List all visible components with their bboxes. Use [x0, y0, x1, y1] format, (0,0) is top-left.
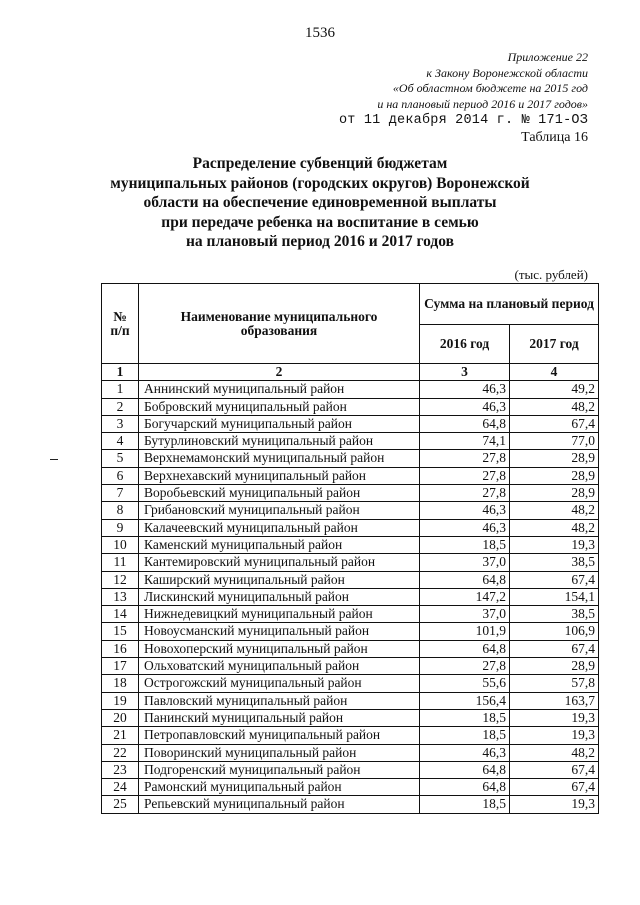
value-2016: 64,8	[420, 761, 510, 778]
table-row	[102, 675, 599, 692]
value-2017: 48,2	[510, 519, 599, 536]
table-row	[102, 709, 599, 726]
row-number: 21	[102, 727, 139, 744]
header-2017: 2017 год	[510, 325, 599, 364]
value-2016: 74,1	[420, 433, 510, 450]
document-title	[0, 154, 640, 252]
subvention-table	[101, 283, 599, 814]
row-number: 7	[102, 485, 139, 502]
value-2016: 37,0	[420, 554, 510, 571]
value-2016: 18,5	[420, 727, 510, 744]
table-row	[102, 502, 599, 519]
value-2016: 64,8	[420, 571, 510, 588]
value-2016: 64,8	[420, 779, 510, 796]
district-name: Рамонский муниципальный район	[139, 779, 420, 796]
table-row	[102, 519, 599, 536]
value-2016: 46,3	[420, 502, 510, 519]
row-number: 6	[102, 467, 139, 484]
header-name: Наименование муниципального образования	[139, 284, 420, 364]
district-name: Нижнедевицкий муниципальный район	[139, 606, 420, 623]
column-number: 4	[510, 364, 599, 381]
value-2017: 19,3	[510, 709, 599, 726]
row-number: 25	[102, 796, 139, 813]
district-name: Ольховатский муниципальный район	[139, 658, 420, 675]
table-row	[102, 761, 599, 778]
value-2017: 57,8	[510, 675, 599, 692]
value-2016: 18,5	[420, 796, 510, 813]
title-line: Распределение субвенций бюджетам	[192, 155, 448, 172]
table-row	[102, 381, 599, 398]
district-name: Грибановский муниципальный район	[139, 502, 420, 519]
value-2017: 19,3	[510, 796, 599, 813]
value-2016: 18,5	[420, 709, 510, 726]
table-row	[102, 796, 599, 813]
table-row	[102, 450, 599, 467]
value-2016: 64,8	[420, 640, 510, 657]
district-name: Петропавловский муниципальный район	[139, 727, 420, 744]
row-number: 20	[102, 709, 139, 726]
district-name: Верхнемамонский муниципальный район	[139, 450, 420, 467]
row-number: 13	[102, 588, 139, 605]
value-2017: 48,2	[510, 502, 599, 519]
law-date-line: от 11 декабря 2014 г. № 171-ОЗ	[338, 113, 588, 128]
value-2017: 154,1	[510, 588, 599, 605]
header-sum: Сумма на плановый период	[420, 284, 599, 325]
value-2017: 67,4	[510, 779, 599, 796]
table-row	[102, 398, 599, 415]
row-number: 15	[102, 623, 139, 640]
row-number: 9	[102, 519, 139, 536]
district-name: Репьевский муниципальный район	[139, 796, 420, 813]
district-name: Панинский муниципальный район	[139, 709, 420, 726]
table-row	[102, 727, 599, 744]
value-2016: 37,0	[420, 606, 510, 623]
row-number: 12	[102, 571, 139, 588]
row-number: 18	[102, 675, 139, 692]
value-2017: 28,9	[510, 485, 599, 502]
district-name: Бобровский муниципальный район	[139, 398, 420, 415]
district-name: Каширский муниципальный район	[139, 571, 420, 588]
row-number: 2	[102, 398, 139, 415]
row-number: 10	[102, 536, 139, 553]
units-label: (тыс. рублей)	[514, 267, 588, 282]
district-name: Калачеевский муниципальный район	[139, 519, 420, 536]
value-2017: 28,9	[510, 450, 599, 467]
column-number: 2	[139, 364, 420, 381]
row-number: 1	[102, 381, 139, 398]
annex-line: «Об областном бюджете на 2015 год	[392, 81, 588, 95]
value-2016: 27,8	[420, 450, 510, 467]
table-row	[102, 606, 599, 623]
value-2016: 55,6	[420, 675, 510, 692]
district-name: Павловский муниципальный район	[139, 692, 420, 709]
value-2016: 101,9	[420, 623, 510, 640]
table-row	[102, 415, 599, 432]
annex-line: к Закону Воронежской области	[426, 65, 588, 80]
value-2017: 38,5	[510, 606, 599, 623]
district-name: Аннинский муниципальный район	[139, 381, 420, 398]
row-number: 4	[102, 433, 139, 450]
value-2017: 67,4	[510, 761, 599, 778]
annex-line: Приложение 22	[507, 50, 588, 64]
value-2017: 48,2	[510, 398, 599, 415]
column-number: 3	[420, 364, 510, 381]
title-line: на плановый период 2016 и 2017 годов	[186, 233, 454, 250]
table-row	[102, 433, 599, 450]
value-2016: 46,3	[420, 744, 510, 761]
table-row	[102, 744, 599, 761]
district-name: Бутурлиновский муниципальный район	[139, 433, 420, 450]
value-2017: 38,5	[510, 554, 599, 571]
value-2016: 27,8	[420, 658, 510, 675]
value-2016: 64,8	[420, 415, 510, 432]
district-name: Новоусманский муниципальный район	[139, 623, 420, 640]
header-2016: 2016 год	[420, 325, 510, 364]
value-2017: 28,9	[510, 658, 599, 675]
annex-line: и на плановый период 2016 и 2017 годов»	[377, 96, 588, 111]
title-line: области на обеспечение единовременной выплаты	[143, 194, 497, 211]
district-name: Кантемировский муниципальный район	[139, 554, 420, 571]
margin-mark	[50, 459, 58, 460]
row-number: 17	[102, 658, 139, 675]
row-number: 16	[102, 640, 139, 657]
district-name: Подгоренский муниципальный район	[139, 761, 420, 778]
row-number: 8	[102, 502, 139, 519]
table-row	[102, 692, 599, 709]
value-2017: 19,3	[510, 727, 599, 744]
table-row	[102, 640, 599, 657]
title-line: муниципальных районов (городских округов) Воронежской	[110, 174, 530, 192]
row-number: 14	[102, 606, 139, 623]
row-number: 19	[102, 692, 139, 709]
row-number: 23	[102, 761, 139, 778]
table-row	[102, 554, 599, 571]
value-2016: 46,3	[420, 519, 510, 536]
value-2017: 28,9	[510, 467, 599, 484]
row-number: 22	[102, 744, 139, 761]
value-2016: 27,8	[420, 467, 510, 484]
district-name: Поворинский муниципальный район	[139, 744, 420, 761]
value-2016: 18,5	[420, 536, 510, 553]
row-number: 5	[102, 450, 139, 467]
title-line: при передаче ребенка на воспитание в семью	[161, 213, 479, 231]
row-number: 11	[102, 554, 139, 571]
value-2016: 46,3	[420, 398, 510, 415]
table-row	[102, 588, 599, 605]
value-2017: 77,0	[510, 433, 599, 450]
annex-header	[377, 50, 588, 112]
district-name: Лискинский муниципальный район	[139, 588, 420, 605]
header-num: № п/п	[102, 284, 139, 364]
table-row	[102, 571, 599, 588]
table-row	[102, 658, 599, 675]
value-2017: 67,4	[510, 415, 599, 432]
table-row	[102, 536, 599, 553]
district-name: Каменский муниципальный район	[139, 536, 420, 553]
value-2017: 67,4	[510, 640, 599, 657]
column-number: 1	[102, 364, 139, 381]
table-row	[102, 623, 599, 640]
district-name: Воробьевский муниципальный район	[139, 485, 420, 502]
row-number: 3	[102, 415, 139, 432]
page-number: 1536	[305, 25, 335, 41]
value-2017: 67,4	[510, 571, 599, 588]
district-name: Верхнехавский муниципальный район	[139, 467, 420, 484]
table-row	[102, 485, 599, 502]
value-2017: 163,7	[510, 692, 599, 709]
district-name: Новохоперский муниципальный район	[139, 640, 420, 657]
value-2017: 48,2	[510, 744, 599, 761]
value-2016: 147,2	[420, 588, 510, 605]
value-2017: 106,9	[510, 623, 599, 640]
table-row	[102, 467, 599, 484]
value-2017: 49,2	[510, 381, 599, 398]
district-name: Богучарский муниципальный район	[139, 415, 420, 432]
table-row	[102, 779, 599, 796]
value-2016: 46,3	[420, 381, 510, 398]
row-number: 24	[102, 779, 139, 796]
value-2016: 156,4	[420, 692, 510, 709]
value-2017: 19,3	[510, 536, 599, 553]
table-number: Таблица 16	[521, 130, 588, 145]
district-name: Острогожский муниципальный район	[139, 675, 420, 692]
value-2016: 27,8	[420, 485, 510, 502]
